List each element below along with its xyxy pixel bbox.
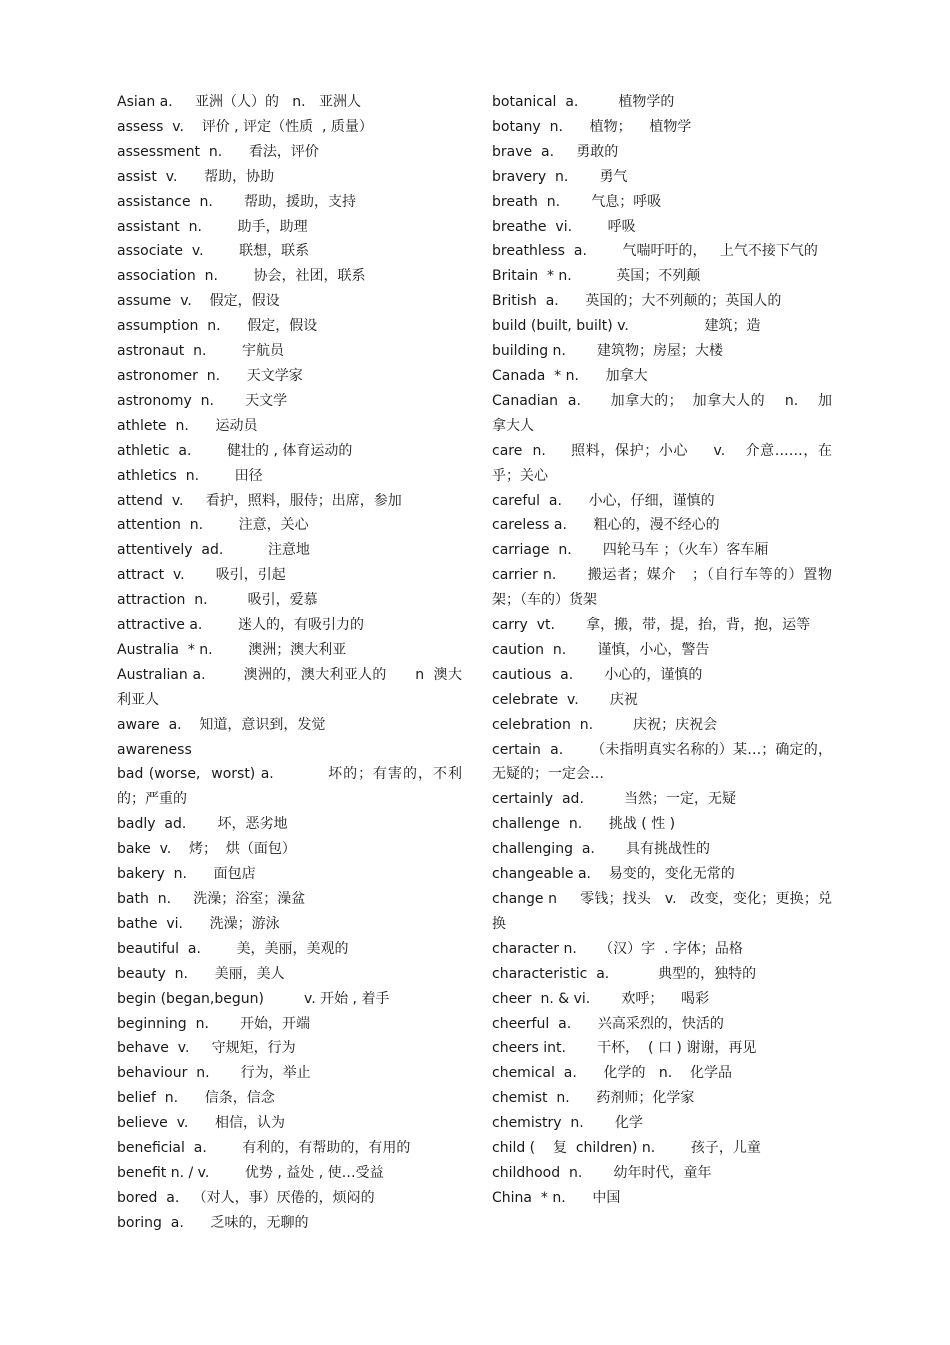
vocab-entry-aware: aware a. 知道，意识到，发觉 [117, 716, 326, 733]
left-column [117, 90, 462, 1236]
vocab-entry-athletic: athletic a. 健壮的 , 体育运动的 [117, 442, 353, 459]
vocab-entry-assistance: assistance n. 帮助，援助，支持 [117, 193, 356, 210]
vocab-entry-assessment: assessment n. 看法，评价 [117, 143, 319, 160]
vocab-entry-breath: breath n. 气息；呼吸 [492, 193, 662, 210]
vocab-entry-assist: assist v. 帮助，协助 [117, 168, 275, 185]
vocab-entry-breathe: breathe vi. 呼吸 [492, 218, 636, 235]
vocab-entry-astronomy: astronomy n. 天文学 [117, 392, 288, 409]
vocab-entry-badly: badly ad. 坏，恶劣地 [117, 816, 288, 833]
vocab-entry-carrier: carrier n. 搬运者；媒介 ；（自行车等的）置物架；（车的）货架 [492, 567, 832, 609]
vocab-entry-build: build (built, built) v. 建筑；造 [492, 318, 761, 335]
vocab-entry-canada: Canada * n. 加拿大 [492, 367, 648, 384]
vocab-entry-careful: careful a. 小心，仔细，谨慎的 [492, 492, 715, 509]
vocab-entry-breathless: breathless a. 气喘吁吁的， 上气不接下气的 [492, 243, 818, 260]
vocab-entry-change: change n 零钱；找头 v. 改变，变化；更换；兑换 [492, 891, 832, 932]
vocab-entry-athlete: athlete n. 运动员 [117, 417, 258, 434]
vocab-entry-attraction: attraction n. 吸引，爱慕 [117, 592, 318, 609]
vocab-entry-carriage: carriage n. 四轮马车 ；（火车）客车厢 [492, 542, 769, 559]
vocab-entry-bravery: bravery n. 勇气 [492, 168, 628, 185]
vocab-entry-cautious: cautious a. 小心的，谨慎的 [492, 666, 703, 683]
vocab-entry-boring: boring a. 乏味的，无聊的 [117, 1214, 309, 1231]
vocab-entry-child: child ( 复 children) n. 孩子，儿童 [492, 1140, 761, 1157]
vocab-entry-china: China * n. 中国 [492, 1189, 621, 1206]
vocab-entry-brave: brave a. 勇敢的 [492, 143, 619, 160]
vocab-entry-australia: Australia * n. 澳洲；澳大利亚 [117, 641, 347, 658]
vocab-entry-cheerful: cheerful a. 兴高采烈的，快活的 [492, 1015, 724, 1032]
vocab-entry-childhood: childhood n. 幼年时代，童年 [492, 1164, 712, 1181]
vocab-entry-challenge: challenge n. 挑战 ( 性 ) [492, 816, 676, 833]
vocab-entry-attentively: attentively ad. 注意地 [117, 542, 310, 559]
vocab-entry-bakery: bakery n. 面包店 [117, 866, 256, 883]
vocab-entry-botanical: botanical a. 植物学的 [492, 94, 675, 110]
vocab-entry-chemistry: chemistry n. 化学 [492, 1115, 643, 1132]
vocab-entry-careless: careless a. 粗心的，漫不经心的 [492, 517, 720, 534]
vocab-entry-assistant: assistant n. 助手，助理 [117, 218, 308, 235]
vocab-entry-care: care n. 照料，保护；小心 v. 介意……，在乎；关心 [492, 442, 832, 484]
vocab-entry-attend: attend v. 看护，照料，服侍；出席，参加 [117, 492, 402, 509]
vocab-entry-challenging: challenging a. 具有挑战性的 [492, 841, 711, 858]
vocab-entry-cheer: cheer n. & vi. 欢呼； 喝彩 [492, 990, 710, 1007]
vocab-entry-certain: certain a. （未指明真实名称的）某…；确定的，无疑的；一定会… [492, 741, 832, 783]
vocab-entry-bathe: bathe vi. 洗澡；游泳 [117, 915, 280, 932]
vocab-entry-assess: assess v. 评价 , 评定（性质 , 质量） [117, 118, 373, 135]
vocab-entry-celebration: celebration n. 庆祝；庆祝会 [492, 716, 718, 733]
vocab-entry-behaviour: behaviour n. 行为，举止 [117, 1065, 311, 1082]
vocab-entry-awareness: awareness [117, 741, 192, 758]
vocab-entry-canadian: Canadian a. 加拿大的； 加拿大人的 n. 加拿大人 [492, 392, 832, 434]
vocab-entry-beauty: beauty n. 美丽，美人 [117, 965, 285, 982]
vocab-entry-associate: associate v. 联想，联系 [117, 243, 310, 260]
vocab-entry-bake: bake v. 烤； 烘（面包） [117, 841, 296, 858]
vocab-entry-character: character n. （汉）字 . 字体；品格 [492, 940, 743, 957]
vocab-entry-behave: behave v. 守规矩，行为 [117, 1040, 296, 1057]
vocab-entry-australian: Australian a. 澳洲的，澳大利亚人的 n 澳大利亚人 [117, 666, 462, 708]
vocab-entry-association: association n. 协会，社团，联系 [117, 268, 366, 285]
right-column [492, 90, 832, 1211]
vocab-entry-cheers: cheers int. 干杯， ( 口 ) 谢谢，再见 [492, 1040, 757, 1057]
vocab-entry-belief: belief n. 信条，信念 [117, 1090, 275, 1107]
vocab-entry-carry: carry vt. 拿，搬，带，提，抬，背，抱，运等 [492, 617, 811, 634]
vocab-entry-astronomer: astronomer n. 天文学家 [117, 367, 303, 384]
vocab-entry-bad: bad (worse, worst) a. 坏的；有害的，不利的；严重的 [117, 766, 462, 808]
vocab-entry-benefit: benefit n. / v. 优势 , 益处 , 使…受益 [117, 1164, 384, 1181]
vocab-entry-beginning: beginning n. 开始，开端 [117, 1015, 311, 1032]
vocab-entry-attractive: attractive a. 迷人的，有吸引力的 [117, 617, 364, 634]
vocab-entry-britain: Britain * n. 英国；不列颠 [492, 268, 701, 285]
vocab-entry-celebrate: celebrate v. 庆祝 [492, 691, 638, 708]
vocab-entry-changeable: changeable a. 易变的，变化无常的 [492, 866, 735, 883]
vocab-entry-asian: Asian a. 亚洲（人）的 n. 亚洲人 [117, 94, 361, 110]
vocab-entry-bored: bored a. （对人，事）厌倦的，烦闷的 [117, 1189, 375, 1206]
vocab-entry-bath: bath n. 洗澡；浴室；澡盆 [117, 891, 306, 907]
vocab-entry-begin: begin (began,begun) v. 开始 , 着手 [117, 990, 390, 1007]
vocab-entry-astronaut: astronaut n. 宇航员 [117, 343, 285, 360]
vocab-entry-assumption: assumption n. 假定，假设 [117, 318, 318, 335]
vocab-entry-beneficial: beneficial a. 有利的，有帮助的，有用的 [117, 1140, 411, 1157]
vocab-entry-beautiful: beautiful a. 美，美丽，美观的 [117, 940, 349, 957]
vocab-entry-chemical: chemical a. 化学的 n. 化学品 [492, 1065, 732, 1082]
vocab-entry-believe: believe v. 相信，认为 [117, 1115, 286, 1132]
vocab-entry-characteristic: characteristic a. 典型的，独特的 [492, 965, 757, 982]
vocab-entry-botany: botany n. 植物； 植物学 [492, 118, 692, 135]
vocab-entry-british: British a. 英国的；大不列颠的；英国人的 [492, 293, 782, 310]
vocab-entry-certainly: certainly ad. 当然；一定，无疑 [492, 791, 736, 808]
vocab-entry-assume: assume v. 假定，假设 [117, 293, 280, 310]
vocab-entry-attention: attention n. 注意，关心 [117, 517, 309, 534]
vocab-entry-athletics: athletics n. 田径 [117, 467, 263, 484]
vocab-entry-attract: attract v. 吸引，引起 [117, 567, 286, 584]
vocab-entry-caution: caution n. 谨慎，小心，警告 [492, 641, 710, 658]
vocab-entry-building: building n. 建筑物；房屋；大楼 [492, 343, 723, 360]
vocab-entry-chemist: chemist n. 药剂师；化学家 [492, 1090, 695, 1107]
